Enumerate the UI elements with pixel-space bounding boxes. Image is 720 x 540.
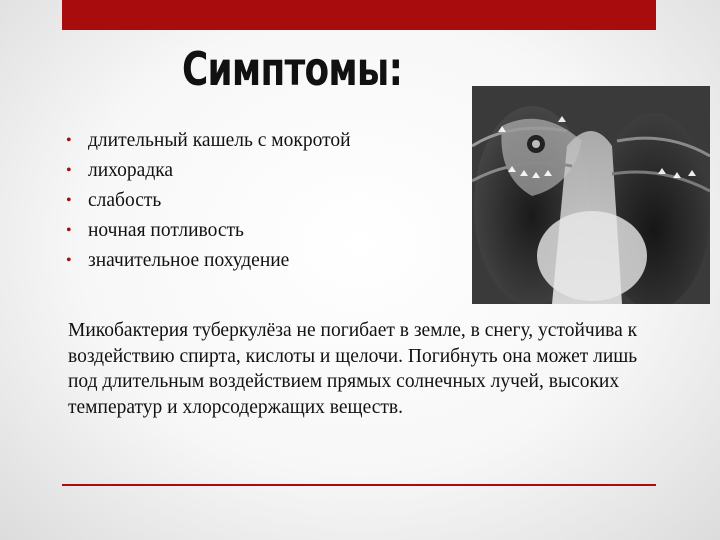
symptom-text: значительное похудение [88, 250, 290, 271]
symptom-list [66, 126, 351, 276]
bottom-divider [62, 484, 656, 486]
body-paragraph: Микобактерия туберкулёза не погибает в земле, в снегу, устойчива к воздействию спирта, кислоты и щелочи. Погибнуть она может лишь под длительным воздействием прямых солнечных лучей, высоких температур и хлорсодержащих веществ. [68, 320, 638, 418]
list-item [66, 156, 351, 186]
bullet-icon: • [66, 222, 72, 239]
bullet-icon: • [66, 132, 72, 149]
symptom-text: лихорадка [88, 160, 174, 181]
list-item [66, 246, 351, 276]
symptom-text: слабость [88, 190, 162, 211]
bullet-icon: • [66, 192, 72, 209]
list-item [66, 186, 351, 216]
chest-xray-image [472, 86, 710, 304]
symptom-text: длительный кашель с мокротой [88, 130, 351, 151]
bullet-icon: • [66, 162, 72, 179]
list-item [66, 216, 351, 246]
slide-title: Симптомы: [182, 42, 403, 96]
symptom-text: ночная потливость [88, 220, 244, 241]
top-accent-bar [62, 0, 656, 30]
bullet-icon: • [66, 252, 72, 269]
list-item [66, 126, 351, 156]
